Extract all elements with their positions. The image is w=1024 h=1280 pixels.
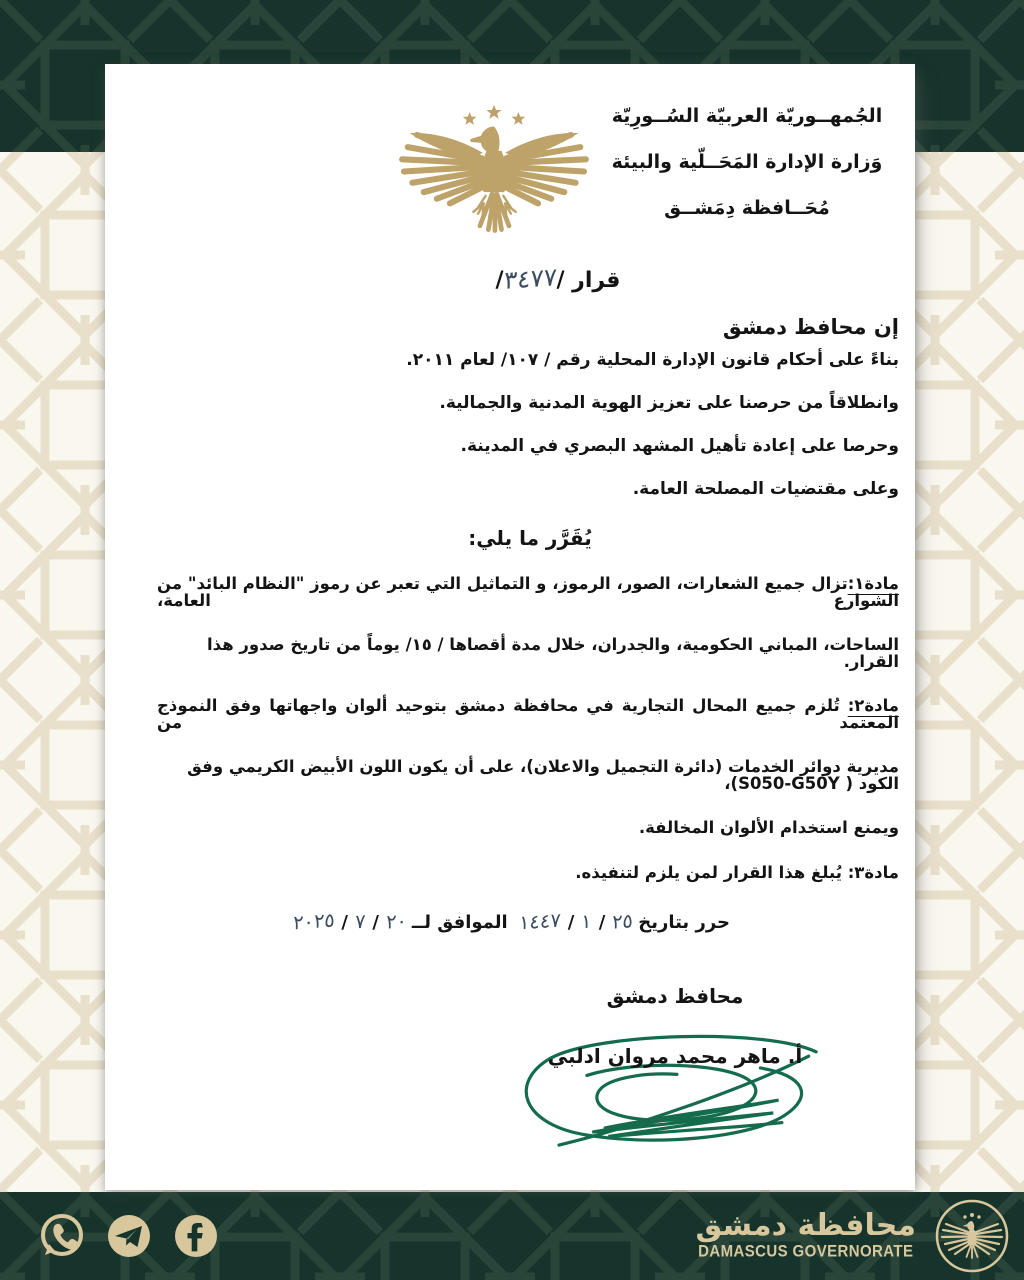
date-line xyxy=(105,909,730,936)
preamble-line: وانطلاقاً من حرصنا على تعزيز الهوية المدنية والجمالية. xyxy=(439,393,899,413)
article-2-line-3: ويمنع استخدام الألوان المخالفة. xyxy=(638,818,899,837)
hijri-month-handwritten: ١ xyxy=(580,909,593,934)
preamble xyxy=(105,352,899,498)
article-3-label: مادة٣: xyxy=(847,862,899,882)
social-links xyxy=(0,1210,222,1262)
article-2-text: تُلزم جميع المحال التجارية في محافظة دمشق بتوحيد ألوان واجهاتها وفق النموذج المعتمد من xyxy=(157,696,899,732)
decision-number-line xyxy=(153,264,963,296)
slash: / xyxy=(598,912,606,933)
ministry-line: وَزارة الإدارة المَحَــلّية والبيئة xyxy=(611,150,883,173)
article-2-line-1 xyxy=(157,698,899,731)
greg-day-handwritten: ٢٠ xyxy=(385,909,408,934)
footer-brand-text xyxy=(695,1210,916,1262)
letterhead xyxy=(105,64,915,264)
article-3-text: يُبلغ هذا القرار لمن يلزم لتنفيذه. xyxy=(575,862,842,882)
footer-brand-arabic: محافظة دمشق xyxy=(695,1208,916,1243)
republic-line: الجُمهــوريّة العربيّة السُــورِيّة xyxy=(611,105,883,127)
whatsapp-icon[interactable] xyxy=(36,1210,88,1262)
date-match-label: الموافق لــ xyxy=(411,912,508,933)
slash: / xyxy=(341,912,348,933)
facebook-icon[interactable] xyxy=(170,1210,222,1262)
signature-block xyxy=(510,982,840,1182)
preamble-line: بناءً على أحكام قانون الإدارة المحلية رقم / ١٠٧/ لعام ٢٠١١. xyxy=(406,350,899,370)
golden-eagle-emblem xyxy=(388,104,600,254)
preamble-line: وعلى مقتضيات المصلحة العامة. xyxy=(632,479,899,499)
decides-heading: يُقَرَّر ما يلي: xyxy=(468,526,592,550)
greg-month-handwritten: ٧ xyxy=(354,909,367,934)
decision-number-handwritten: ٣٤٧٧ xyxy=(502,262,558,295)
decision-closing-slash: / xyxy=(495,268,504,293)
signatory-title: محافظ دمشق xyxy=(606,984,744,1008)
hijri-day-handwritten: ٢٥ xyxy=(611,909,634,934)
governorate-eagle-seal xyxy=(932,1196,1012,1276)
articles xyxy=(157,576,899,881)
telegram-icon[interactable] xyxy=(103,1210,155,1262)
article-1-label: مادة١: xyxy=(847,574,899,593)
article-1-line-1 xyxy=(157,576,899,609)
footer-brand-english: DAMASCUS GOVERNORATE xyxy=(698,1241,914,1261)
date-prefix: حرر بتاريخ xyxy=(638,912,730,933)
signatory-name: أ. ماهر محمد مروان ادلبي xyxy=(547,1044,803,1068)
slash: / xyxy=(567,912,575,933)
footer-brand xyxy=(695,1196,1024,1276)
article-3-line-1 xyxy=(157,862,899,882)
hijri-year-handwritten: ١٤٤٧ xyxy=(518,908,562,935)
slash: / xyxy=(372,912,379,933)
official-decree-document xyxy=(105,64,915,1190)
preamble-line: وحرصا على إعادة تأهيل المشهد البصري في المدينة. xyxy=(460,436,899,456)
decision-label: قرار / xyxy=(556,268,621,293)
salutation: إن محافظ دمشق xyxy=(722,315,899,339)
article-1-line-2: الساحات، المباني الحكومية، والجدران، خلال مدة أقصاها / ١٥/ يوماً من تاريخ صدور هذا القرار. xyxy=(207,635,899,671)
article-2-line-2: مديرية دوائر الخدمات (دائرة التجميل والاعلان)، على أن يكون اللون الأبيض الكريمي وفق الكود ( S050-G50Y)، xyxy=(187,757,899,793)
letterhead-text xyxy=(597,94,897,232)
footer-bar xyxy=(0,1192,1024,1280)
governorate-line: مُحَــافظة دِمَشــق xyxy=(664,196,830,219)
article-2-label: مادة٢: xyxy=(847,696,899,715)
greg-year-handwritten: ٢٠٢٥ xyxy=(292,908,335,935)
article-1-text: تزال جميع الشعارات، الصور، الرموز، و التماثيل التي تعبر عن رموز "النظام البائد" من الشوارع العامة، xyxy=(157,574,899,610)
